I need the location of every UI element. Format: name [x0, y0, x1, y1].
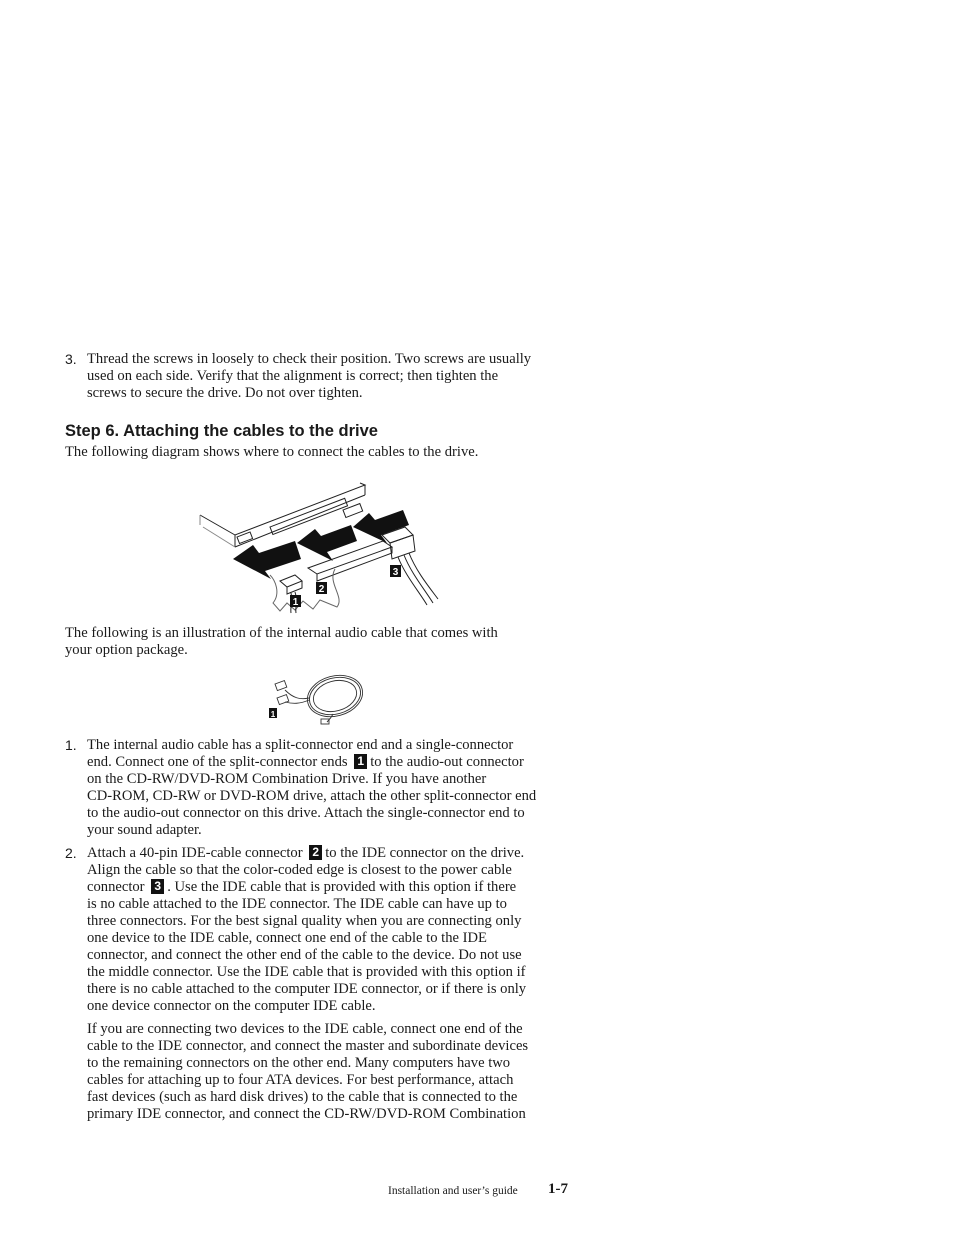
step3-text [87, 351, 531, 402]
text-line: fast devices (such as hard disk drives) to the cable that is connected to the [87, 1089, 518, 1105]
text-line: screws to secure the drive. Do not over tighten. [87, 385, 363, 401]
text-span: to the IDE connector on the drive. [325, 845, 525, 861]
callout-3-label: 3 [392, 567, 399, 578]
text-line: used on each side. Verify that the alignment is correct; then tighten the [87, 368, 499, 384]
text-line: The internal audio cable has a split-connector end and a single-connector [87, 737, 514, 753]
text-line: to the audio-out connector on this drive. Attach the single-connector end to [87, 805, 525, 821]
item1-text [87, 737, 536, 839]
text-line: to the remaining connectors on the other end. Many computers have two [87, 1055, 511, 1071]
text-span: connector [87, 879, 145, 895]
text-line: CD-ROM, CD-RW or DVD-ROM drive, attach the other split-connector end [87, 788, 537, 804]
audio-callout-label: 1 [270, 710, 276, 719]
callout-3-badge: 3 [151, 879, 164, 894]
text-span: Attach a 40-pin IDE-cable connector [87, 845, 303, 861]
text-line: connector, and connect the other end of the cable to the device. Do not use [87, 947, 522, 963]
text-line: one device connector on the computer IDE cable. [87, 998, 376, 1014]
audio-cable-illustration [265, 668, 370, 728]
section-intro: The following diagram shows where to connect the cables to the drive. [65, 444, 479, 460]
text-line: If you are connecting two devices to the IDE cable, connect one end of the [87, 1021, 523, 1037]
text-span: end. Connect one of the split-connector ends [87, 754, 348, 770]
text-span: to the audio-out connector [370, 754, 524, 770]
page-number: 1-7 [548, 1181, 568, 1197]
drive-cable-diagram [195, 475, 445, 615]
item2-text [87, 845, 526, 1015]
text-line: Thread the screws in loosely to check their position. Two screws are usually [87, 351, 532, 367]
callout-2-label: 2 [318, 584, 325, 595]
callout-2-badge: 2 [309, 845, 322, 860]
text-line: your option package. [65, 642, 188, 658]
text-line: cables for attaching up to four ATA devices. For best performance, attach [87, 1072, 514, 1088]
text-line: primary IDE connector, and connect the CD-RW/DVD-ROM Combination [87, 1106, 526, 1122]
text-line: there is no cable attached to the computer IDE connector, or if there is only [87, 981, 527, 997]
item1-number: 1. [65, 737, 77, 753]
text-line: three connectors. For the best signal quality when you are connecting only [87, 913, 522, 929]
text-line: your sound adapter. [87, 822, 202, 838]
text-line [87, 879, 526, 896]
item2-number: 2. [65, 845, 77, 861]
step3-number: 3. [65, 351, 77, 367]
text-line [87, 845, 526, 862]
callout-1-badge: 1 [354, 754, 367, 769]
audio-intro [65, 625, 498, 659]
text-line: is no cable attached to the IDE connector. The IDE cable can have up to [87, 896, 507, 912]
callout-1-label: 1 [292, 597, 299, 608]
text-line: The following is an illustration of the internal audio cable that comes with [65, 625, 498, 641]
footer-guide-title: Installation and user’s guide [388, 1185, 518, 1197]
text-line: one device to the IDE cable, connect one end of the cable to the IDE [87, 930, 487, 946]
text-line: Align the cable so that the color-coded edge is closest to the power cable [87, 862, 512, 878]
text-line [87, 754, 536, 771]
text-line: the middle connector. Use the IDE cable that is provided with this option if [87, 964, 526, 980]
item2-para2 [87, 1021, 528, 1123]
text-line: on the CD-RW/DVD-ROM Combination Drive. If you have another [87, 771, 487, 787]
text-span: . Use the IDE cable that is provided with this option if there [167, 879, 517, 895]
section-heading: Step 6. Attaching the cables to the drive [65, 422, 378, 440]
text-line: cable to the IDE connector, and connect the master and subordinate devices [87, 1038, 529, 1054]
